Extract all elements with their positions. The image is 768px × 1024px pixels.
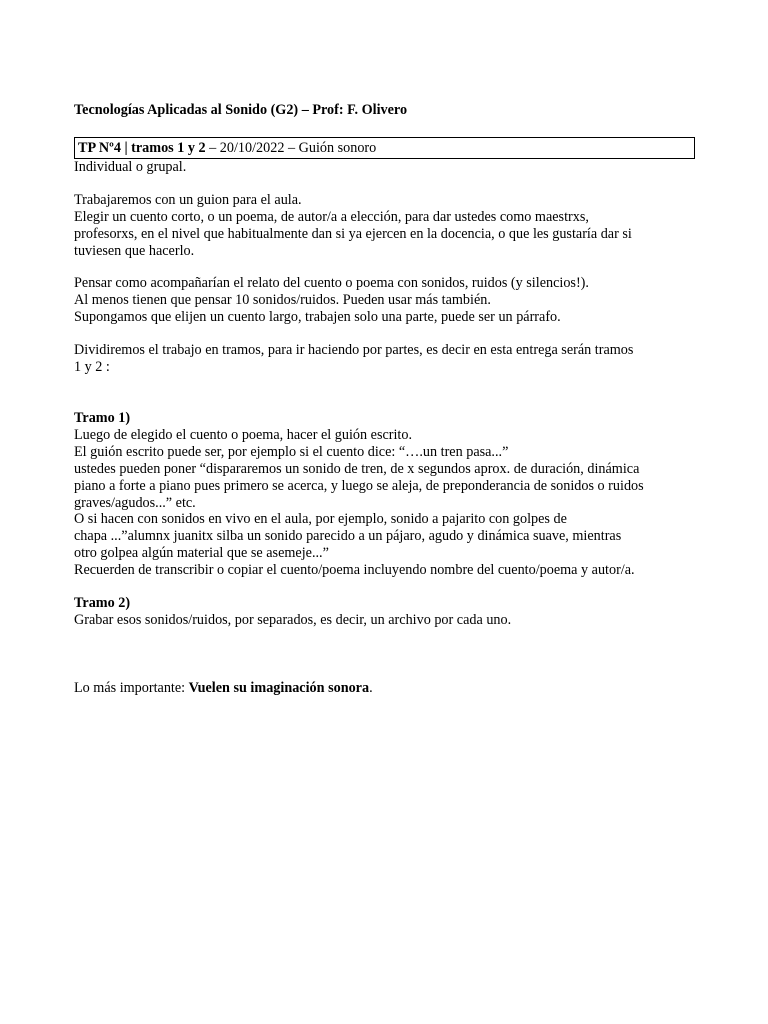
tramo1-line: Luego de elegido el cuento o poema, hacer el guión escrito.	[74, 426, 413, 443]
assignment-id: TP Nº4 | tramos 1 y 2	[78, 139, 206, 156]
intro-line: Elegir un cuento corto, o un poema, de autor/a a elección, para dar ustedes como maestrxs,	[74, 208, 589, 225]
tramo1-line: graves/agudos...” etc.	[74, 494, 196, 511]
document-title: Tecnologías Aplicadas al Sonido (G2) – Prof: F. Olivero	[74, 102, 408, 118]
modality-text: Individual o grupal.	[74, 158, 187, 175]
tramo1-line: chapa ...”alumnx juanitx silba un sonido parecido a un pájaro, agudo y dinámica suave, mientras	[74, 528, 622, 545]
tramo1-heading: Tramo 1)	[74, 409, 131, 426]
assignment-box	[74, 137, 695, 159]
tramo1-line: ustedes pueden poner “dispararemos un sonido de tren, de x segundos aprox. de duración, dinámica	[74, 460, 640, 477]
think-line: Pensar como acompañarían el relato del cuento o poema con sonidos, ruidos (y silencios!).	[74, 275, 589, 292]
assignment-date-topic: – 20/10/2022 – Guión sonoro	[205, 139, 377, 156]
intro-paragraph	[74, 192, 696, 260]
divide-line: 1 y 2 :	[74, 359, 110, 376]
closing-suffix: .	[369, 679, 373, 696]
think-line: Al menos tienen que pensar 10 sonidos/ruidos. Pueden usar más también.	[74, 292, 491, 309]
divide-line: Dividiremos el trabajo en tramos, para ir haciendo por partes, es decir en esta entrega serán tramos	[74, 342, 634, 359]
divide-paragraph	[74, 342, 696, 376]
intro-line: profesorxs, en el nivel que habitualmente dan si ya ejercen en la docencia, o que les gustaría dar si	[74, 225, 632, 242]
tramo1-line: piano a forte a piano pues primero se acerca, y luego se aleja, de preponderancia de sonidos o ruidos	[74, 477, 644, 494]
closing-prefix: Lo más importante:	[74, 679, 189, 696]
tramo2-line: Grabar esos sonidos/ruidos, por separados, es decir, un archivo por cada uno.	[74, 611, 512, 628]
tramo2-section	[74, 595, 696, 629]
tramo1-line: otro golpea algún material que se asemeje...”	[74, 545, 329, 562]
closing-emphasis: Vuelen su imaginación sonora	[188, 679, 370, 696]
tramo1-line: Recuerden de transcribir o copiar el cuento/poema incluyendo nombre del cuento/poema y autor/a.	[74, 562, 635, 579]
tramo1-line: O si hacen con sonidos en vivo en el aula, por ejemplo, sonido a pajarito con golpes de	[74, 511, 567, 528]
closing-line	[74, 680, 696, 697]
intro-line: Trabajaremos con un guion para el aula.	[74, 191, 302, 208]
tramo1-line: El guión escrito puede ser, por ejemplo si el cuento dice: “….un tren pasa...”	[74, 443, 509, 460]
think-paragraph	[74, 275, 696, 326]
tramo1-section	[74, 410, 696, 579]
tramo2-heading: Tramo 2)	[74, 595, 131, 612]
document-page	[74, 102, 696, 697]
intro-line: tuviesen que hacerlo.	[74, 242, 195, 259]
think-line: Supongamos que elijen un cuento largo, trabajen solo una parte, puede ser un párrafo.	[74, 309, 561, 326]
